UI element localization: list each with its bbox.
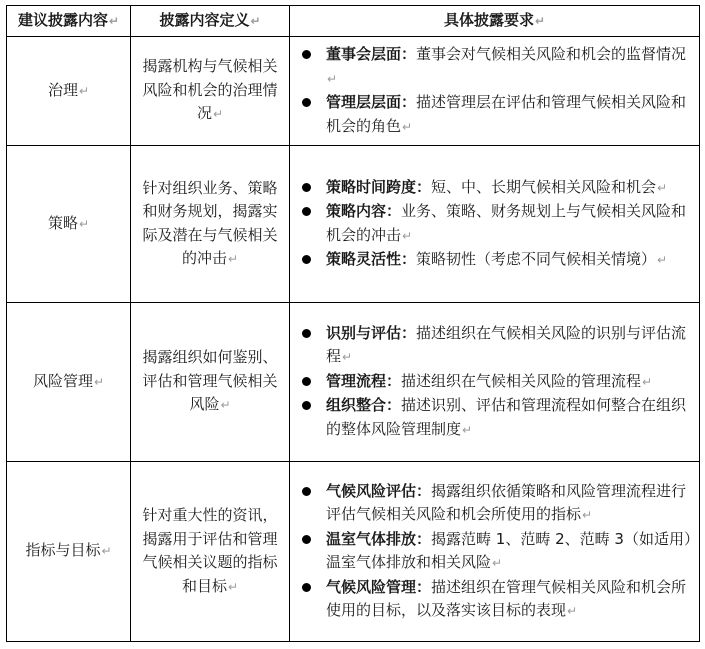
requirement-term: 管理层层面： bbox=[326, 93, 417, 111]
requirement-item bbox=[294, 576, 693, 624]
requirement-item bbox=[294, 528, 693, 576]
return-mark: ↵ bbox=[227, 252, 239, 266]
return-mark: ↵ bbox=[101, 544, 112, 559]
return-mark: ↵ bbox=[462, 422, 473, 437]
bullet-icon bbox=[302, 183, 311, 192]
requirement-item bbox=[294, 176, 693, 201]
header-label: 建议披露内容 bbox=[17, 10, 108, 29]
return-mark: ↵ bbox=[567, 604, 578, 618]
requirement-list bbox=[294, 480, 693, 624]
requirement-text: 描述组织在气候相关风险的管理流程 bbox=[401, 371, 642, 390]
bullet-icon bbox=[302, 377, 311, 386]
requirement-term: 董事会层面： bbox=[326, 45, 417, 63]
requirement-item bbox=[294, 43, 693, 91]
requirement-term: 策略灵活性： bbox=[326, 250, 417, 268]
bullet-icon bbox=[302, 535, 311, 544]
return-mark: ↵ bbox=[534, 13, 546, 28]
requirement-text: 描述管理层在评估和管理气候相关风险和机会的角色 bbox=[326, 93, 687, 135]
requirement-item bbox=[294, 370, 693, 395]
category-label: 治理 bbox=[47, 80, 78, 99]
return-mark: ↵ bbox=[93, 374, 105, 389]
bullet-icon bbox=[302, 583, 311, 592]
requirement-term: 识别与评估： bbox=[326, 323, 417, 342]
bullet-icon bbox=[302, 50, 311, 59]
category-label: 指标与目标 bbox=[25, 541, 101, 560]
definition-cell bbox=[131, 303, 290, 462]
bullet-icon bbox=[302, 487, 311, 496]
requirement-list bbox=[294, 176, 693, 273]
return-mark: ↵ bbox=[342, 350, 353, 365]
requirement-term: 管理流程： bbox=[326, 371, 402, 390]
requirement-text: 描述组织在气候相关风险的识别与评估流程 bbox=[326, 323, 687, 366]
return-mark: ↵ bbox=[657, 253, 668, 267]
return-mark: ↵ bbox=[657, 180, 668, 195]
requirement-list bbox=[294, 322, 693, 443]
definition-text: 揭露组织如何鉴别、评估和管理气候相关风险 bbox=[142, 348, 278, 414]
definition-cell bbox=[131, 462, 290, 642]
bullet-icon bbox=[302, 329, 311, 338]
requirement-item bbox=[294, 200, 693, 248]
requirement-item bbox=[294, 480, 693, 528]
category-label: 风险管理 bbox=[32, 371, 93, 390]
requirement-text: 短、中、长期气候相关风险和机会 bbox=[431, 177, 657, 196]
requirement-list bbox=[294, 43, 693, 139]
requirement-text: 描述识别、评估和管理流程如何整合在组织的整体风险管理制度 bbox=[326, 396, 687, 438]
header-cell bbox=[7, 6, 131, 37]
header-label: 披露内容定义 bbox=[159, 10, 250, 29]
return-mark: ↵ bbox=[227, 579, 239, 594]
requirements-cell bbox=[290, 146, 700, 303]
requirement-text: 揭露范畴 1、范畴 2、范畴 3（如适用）温室气体排放和相关风险 bbox=[326, 529, 692, 571]
definition-cell bbox=[131, 146, 290, 303]
definition-text: 针对重大性的资讯，揭露用于评估和管理气候相关议题的指标和目标 bbox=[142, 506, 278, 595]
return-mark: ↵ bbox=[108, 13, 120, 28]
category-label: 策略 bbox=[47, 213, 78, 232]
bullet-icon bbox=[302, 255, 311, 264]
requirement-text: 业务、策略、财务规划上与气候相关风险和机会的冲击 bbox=[326, 202, 687, 244]
requirement-item bbox=[294, 91, 693, 139]
return-mark: ↵ bbox=[327, 71, 338, 86]
bullet-icon bbox=[302, 98, 311, 107]
header-label: 具体披露要求 bbox=[443, 10, 534, 29]
header-cell bbox=[131, 6, 290, 37]
requirement-item bbox=[294, 322, 693, 370]
requirement-text: 董事会对气候相关风险和机会的监督情况 bbox=[416, 45, 687, 63]
requirement-term: 策略时间跨度： bbox=[326, 177, 432, 196]
disclosure-table bbox=[6, 5, 700, 642]
table-row bbox=[7, 462, 700, 642]
category-cell bbox=[7, 303, 131, 462]
table-row bbox=[7, 146, 700, 303]
bullet-icon bbox=[302, 207, 311, 216]
return-mark: ↵ bbox=[582, 508, 593, 522]
requirement-text: 揭露组织依循策略和风险管理流程进行评估气候相关风险和机会所使用的指标 bbox=[326, 481, 687, 523]
table-row bbox=[7, 303, 700, 462]
definition-text: 针对组织业务、策略和财务规划，揭露实际及潜在与气候相关的冲击 bbox=[142, 178, 278, 267]
header-row bbox=[7, 6, 700, 37]
return-mark: ↵ bbox=[212, 107, 224, 122]
definition-text: 揭露机构与气候相关风险和机会的治理情况 bbox=[142, 57, 278, 123]
table-row bbox=[7, 37, 700, 146]
requirement-term: 气候风险评估： bbox=[326, 481, 432, 500]
category-cell bbox=[7, 146, 131, 303]
category-cell bbox=[7, 37, 131, 146]
return-mark: ↵ bbox=[402, 119, 413, 134]
definition-cell bbox=[131, 37, 290, 146]
header-cell bbox=[290, 6, 700, 37]
requirements-cell bbox=[290, 37, 700, 146]
requirement-item bbox=[294, 394, 693, 442]
return-mark: ↵ bbox=[78, 216, 90, 231]
return-mark: ↵ bbox=[402, 228, 413, 243]
return-mark: ↵ bbox=[220, 398, 231, 413]
bullet-icon bbox=[302, 401, 311, 410]
requirement-term: 组织整合： bbox=[326, 396, 402, 415]
return-mark: ↵ bbox=[642, 374, 653, 389]
return-mark: ↵ bbox=[250, 13, 261, 28]
requirement-item bbox=[294, 248, 693, 273]
return-mark: ↵ bbox=[492, 556, 503, 570]
return-mark: ↵ bbox=[78, 83, 90, 98]
requirement-text: 策略韧性（考虑不同气候相关情境） bbox=[416, 250, 657, 268]
requirement-term: 温室气体排放： bbox=[326, 529, 432, 548]
requirement-term: 策略内容： bbox=[326, 202, 402, 220]
requirement-text: 描述组织在管理气候相关风险和机会所使用的目标，以及落实该目标的表现 bbox=[326, 577, 687, 619]
requirement-term: 气候风险管理： bbox=[326, 577, 432, 596]
requirements-cell bbox=[290, 303, 700, 462]
category-cell bbox=[7, 462, 131, 642]
requirements-cell bbox=[290, 462, 700, 642]
